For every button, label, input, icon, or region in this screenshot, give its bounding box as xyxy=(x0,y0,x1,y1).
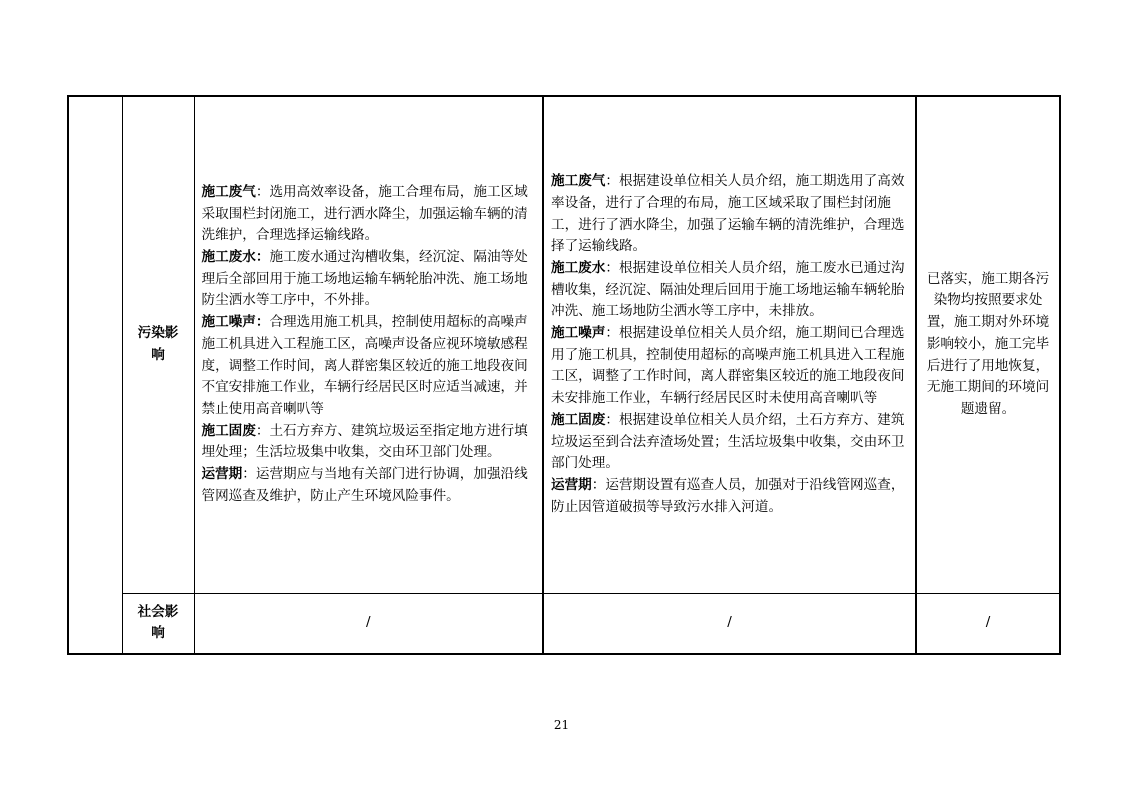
measure-heading: 运营期 xyxy=(551,476,592,493)
social-impact-row xyxy=(68,593,1060,654)
measure-heading: 施工废水： xyxy=(201,249,270,266)
category-cell xyxy=(68,96,122,654)
measure-heading: 施工废气 xyxy=(551,173,606,190)
measure-paragraph xyxy=(551,410,909,475)
measure-heading: 施工噪声 xyxy=(551,325,606,342)
measure-paragraph xyxy=(551,258,909,323)
measure-heading: 施工噪声： xyxy=(201,314,270,331)
measure-heading: 施工废气 xyxy=(201,183,256,200)
social-impact-label: 社会影响 xyxy=(122,593,194,654)
social-requirements-cell: / xyxy=(194,593,543,654)
measure-text: 根据建设单位相关人员介绍，施工期选用了高效率设备，进行了合理的布局，施工区域采取了围栏封闭施工，进行了洒水降尘，加强了运输车辆的清洗维护，合理选择了运输线路。 xyxy=(551,173,905,255)
measure-separator: ： xyxy=(605,259,619,276)
measure-separator: ： xyxy=(605,325,619,342)
eia-requirements-cell xyxy=(194,96,543,593)
measure-paragraph xyxy=(202,464,537,507)
measure-separator: ： xyxy=(255,422,270,439)
pollution-impact-label: 污染影响 xyxy=(122,96,194,593)
measure-text: 根据建设单位相关人员介绍，土石方弃方、建筑垃圾运至到合法弃渣场处置；生活垃圾集中收集，交由环卫部门处理。 xyxy=(551,411,905,472)
measure-text: 选用高效率设备，施工合理布局，施工区域采取围栏封闭施工，进行洒水降尘，加强运输车辆的清洗维护，合理选择运输线路。 xyxy=(201,183,528,244)
measure-text: 根据建设单位相关人员介绍，施工废水已通过沟槽收集，经沉淀、隔油处理后回用于施工场地运输车辆轮胎冲洗、施工场地防尘洒水等工序中，未排放。 xyxy=(551,259,905,320)
measure-text: 运营期应与当地有关部门进行协调，加强沿线管网巡查及维护，防止产生环境风险事件。 xyxy=(201,466,528,504)
measure-paragraph xyxy=(551,475,909,518)
measure-paragraph xyxy=(202,247,537,312)
measure-text: 合理选用施工机具，控制使用超标的高噪声施工机具进入工程施工区，高噪声设备应视环境敏感程度，调整工作时间，离人群密集区较近的施工地段夜间不宜安排施工作业，车辆行经居民区时应适当减速，并禁止使用高音喇叭等 xyxy=(201,314,528,417)
measure-heading: 运营期 xyxy=(201,466,243,483)
measure-paragraph xyxy=(202,421,537,464)
env-impact-table xyxy=(67,95,1061,655)
social-implementation-cell: / xyxy=(543,593,916,654)
measure-text: 根据建设单位相关人员介绍，施工期间已合理选用了施工机具，控制使用超标的高噪声施工机具进入工程施工区，调整了工作时间，离人群密集区较近的施工地段夜间未安排施工作业，车辆行经居民区时未使用高音喇叭等 xyxy=(551,325,905,407)
measure-paragraph xyxy=(202,182,537,247)
implementation-result-text: 已落实，施工期各污染物均按照要求处置，施工期对外环境影响较小，施工完毕后进行了用地恢复，无施工期间的环境问题遗留。 xyxy=(926,270,1050,417)
measure-paragraph xyxy=(551,171,909,258)
measure-separator: ： xyxy=(605,411,619,428)
implementation-result-cell xyxy=(916,96,1060,593)
measure-separator: ： xyxy=(255,183,270,200)
pollution-impact-row xyxy=(68,96,1060,593)
measure-heading: 施工废水 xyxy=(551,259,606,276)
measure-paragraph xyxy=(202,312,537,421)
measure-text: 土石方弃方、建筑垃圾运至指定地方进行填埋处理；生活垃圾集中收集，交由环卫部门处理。 xyxy=(201,422,528,461)
measure-separator: ： xyxy=(605,173,619,190)
implementation-cell xyxy=(543,96,916,593)
measure-separator: ： xyxy=(242,466,256,483)
measure-text: 施工废水通过沟槽收集，经沉淀、隔油等处理后全部回用于施工场地运输车辆轮胎冲洗、施工场地防尘洒水等工序中，不外排。 xyxy=(201,249,528,309)
measure-text: 运营期设置有巡查人员，加强对于沿线管网巡查，防止因管道破损等导致污水排入河道。 xyxy=(551,476,905,515)
page-number: 21 xyxy=(553,718,570,732)
measure-paragraph xyxy=(551,323,909,410)
social-result-cell: / xyxy=(916,593,1060,654)
measure-heading: 施工固废 xyxy=(551,411,606,428)
measure-separator: ： xyxy=(591,476,606,493)
measure-heading: 施工固废 xyxy=(201,422,256,439)
